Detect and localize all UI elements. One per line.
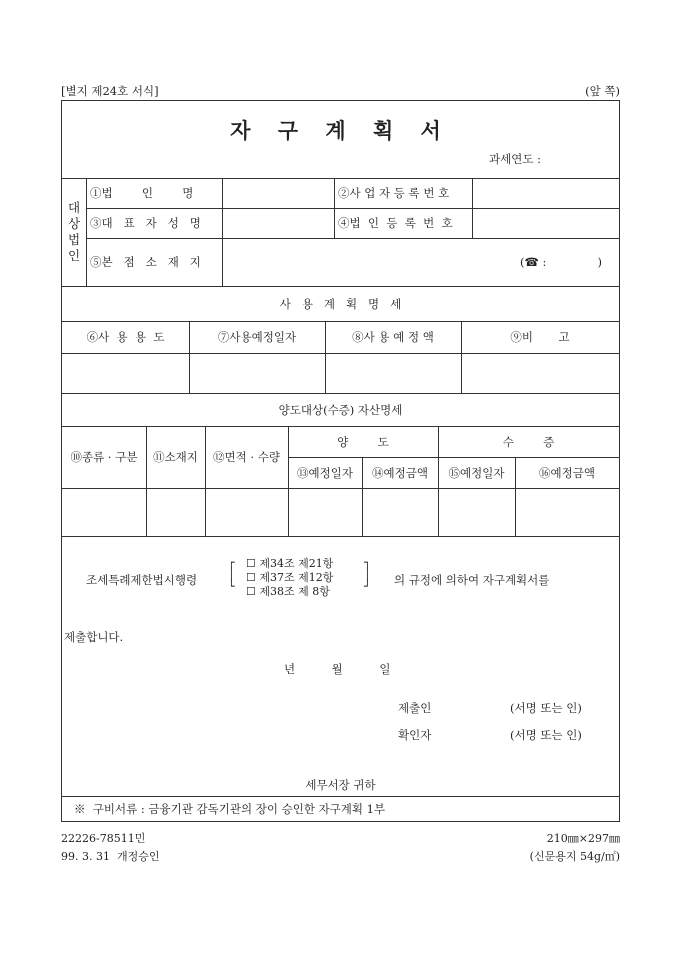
- form-code: 22226-78511민: [61, 832, 146, 845]
- transfer-date-field[interactable]: [288, 488, 362, 536]
- usage-purpose-header: ⑥사 용 용 도: [86, 330, 165, 344]
- clause-34[interactable]: ☐ 제34조 제21항: [246, 557, 334, 570]
- law-name: 조세특례제한법시행령: [86, 573, 198, 587]
- confirmer-label: 확인자: [398, 728, 432, 742]
- declaration-tail: 의 규정에 의하여 자구계획서를: [394, 573, 550, 587]
- clause-38[interactable]: ☐ 제38조 제 8항: [246, 585, 330, 598]
- right-bracket: ┐ │ ┘: [364, 556, 371, 593]
- receive-date-header: ⑮예정일자: [448, 465, 505, 480]
- rep-name-field[interactable]: [226, 208, 332, 238]
- attachment-note: ※ 구비서류 : 금융기관 감독기관의 장이 승인한 자구계획 1부: [74, 802, 386, 816]
- submitter-label: 제출인: [398, 701, 432, 715]
- biz-reg-no-field[interactable]: [476, 178, 616, 208]
- transfer-header: 양 도: [337, 434, 389, 449]
- usage-date-header: ⑦사용예정일자: [217, 330, 297, 344]
- asset-type-header: ⑩종류 · 구분: [70, 450, 138, 464]
- corp-name-field[interactable]: [226, 178, 332, 208]
- hq-address-field[interactable]: [226, 238, 506, 286]
- transfer-amount-field[interactable]: [362, 488, 438, 536]
- asset-area-header: ⑫면적 · 수량: [213, 450, 280, 464]
- confirmer-sign[interactable]: (서명 또는 인): [510, 728, 582, 742]
- receive-date-field[interactable]: [438, 488, 515, 536]
- clause-37[interactable]: ☐ 제37조 제12항: [246, 571, 334, 584]
- group-char: 인: [67, 248, 81, 263]
- phone-field[interactable]: (☎ : ): [520, 255, 603, 269]
- form-number: [별지 제24호 서식]: [61, 84, 159, 98]
- declaration-submit: 제출합니다.: [64, 630, 124, 644]
- submitter-sign[interactable]: (서명 또는 인): [510, 701, 582, 715]
- usage-note-header: ⑨비 고: [510, 330, 570, 344]
- page-side-label: (앞 쪽): [585, 84, 620, 98]
- receive-header: 수 증: [502, 434, 555, 449]
- tax-year-label: 과세연도 :: [489, 152, 541, 166]
- approval-date: 99. 3. 31 개정승인: [61, 850, 160, 863]
- receive-amount-header: ⑯예정금액: [539, 465, 595, 480]
- clause-list: [246, 557, 333, 599]
- rep-name-label: ③대 표 자 성 명: [90, 216, 201, 230]
- form-title: 자 구 계 획 서: [230, 118, 451, 143]
- transfer-date-header: ⑬예정일자: [297, 465, 353, 480]
- usage-amount-field[interactable]: [325, 353, 461, 393]
- corp-reg-no-label: ④법 인 등 록 번 호: [338, 216, 453, 230]
- assets-section-title: 양도대상(수증) 자산명세: [278, 402, 403, 417]
- paper-size: 210㎜×297㎜: [546, 832, 620, 845]
- left-bracket: ┌ │ └: [228, 556, 235, 593]
- asset-area-field[interactable]: [205, 488, 288, 536]
- submission-date: 년 월 일: [284, 662, 391, 676]
- usage-purpose-field[interactable]: [62, 353, 189, 393]
- group-char: 상: [67, 216, 81, 231]
- self-rescue-plan-form: [61, 100, 620, 822]
- corp-name-label: ①법 인 명: [90, 186, 194, 200]
- asset-location-header: ⑪소재지: [153, 450, 198, 464]
- addressee: 세무서장 귀하: [305, 778, 376, 792]
- hq-address-label: ⑤본 점 소 재 지: [90, 255, 201, 269]
- usage-amount-header: ⑧사 용 예 정 액: [352, 330, 434, 344]
- asset-type-field[interactable]: [62, 488, 146, 536]
- corp-reg-no-field[interactable]: [476, 208, 616, 238]
- receive-amount-field[interactable]: [515, 488, 619, 536]
- usage-section-title: 사 용 계 획 명 세: [279, 296, 402, 311]
- group-char: 대: [67, 200, 81, 215]
- usage-note-field[interactable]: [461, 353, 619, 393]
- group-char: 법: [67, 232, 81, 247]
- subject-corp-group-label: [62, 178, 86, 286]
- usage-date-field[interactable]: [189, 353, 325, 393]
- asset-location-field[interactable]: [146, 488, 205, 536]
- biz-reg-no-label: ②사 업 자 등 록 번 호: [338, 186, 450, 200]
- paper-type: (신문용지 54g/㎡): [529, 850, 620, 863]
- transfer-amount-header: ⑭예정금액: [372, 465, 428, 480]
